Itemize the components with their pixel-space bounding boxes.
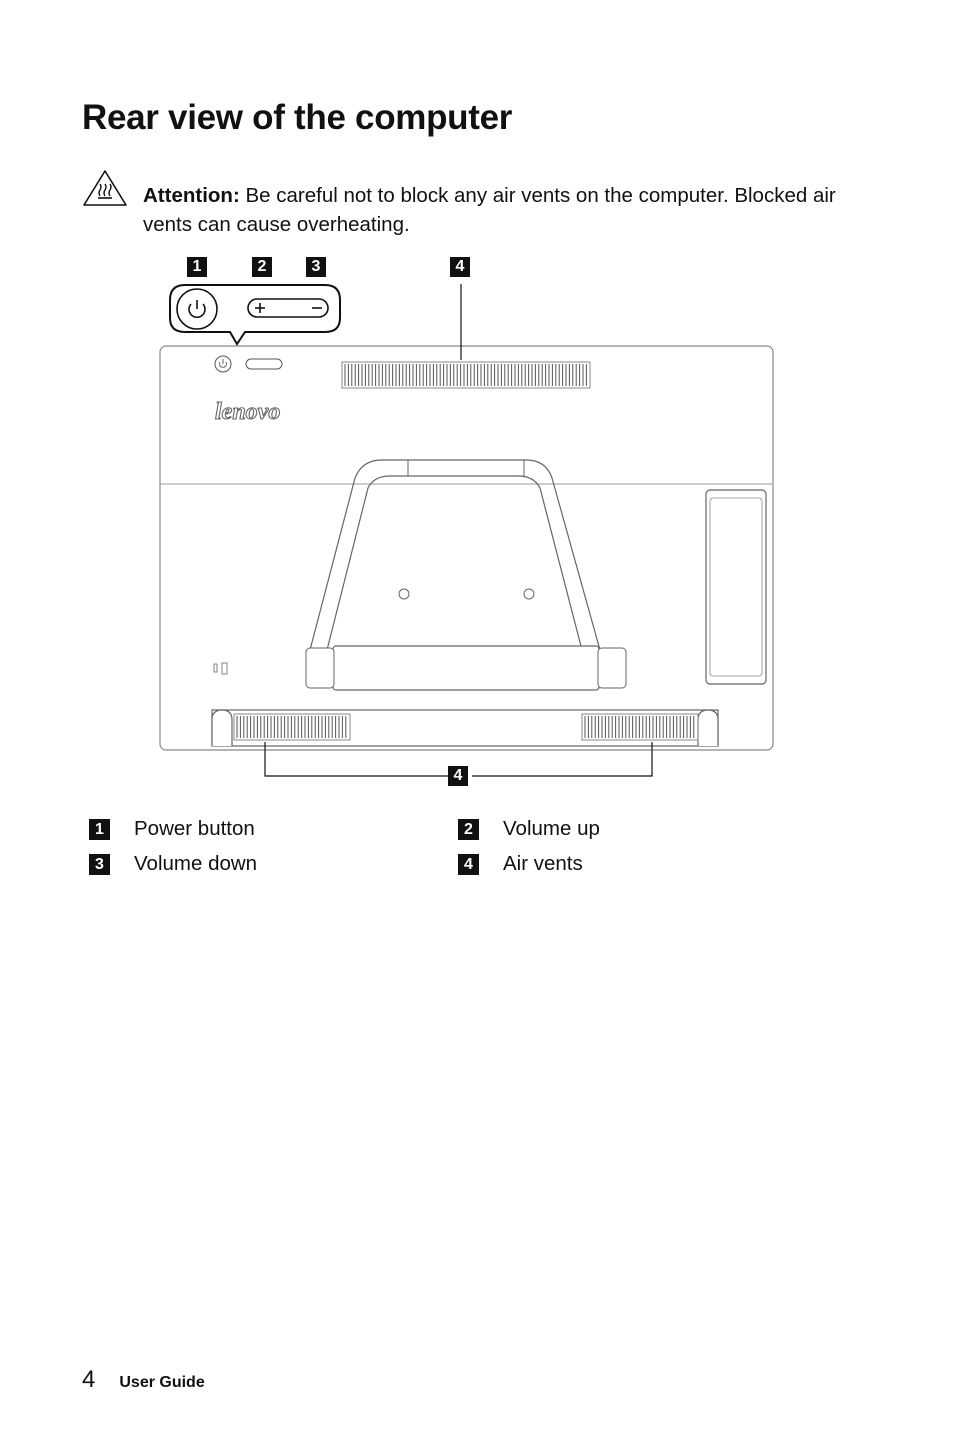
legend-number: 2 bbox=[458, 819, 479, 840]
legend-label: Power button bbox=[134, 817, 255, 840]
legend-item-air-vents bbox=[458, 849, 583, 879]
legend-number: 1 bbox=[89, 819, 110, 840]
page-title: Rear view of the computer bbox=[82, 98, 513, 137]
legend-label: Air vents bbox=[503, 852, 583, 875]
lenovo-logo: lenovo bbox=[215, 399, 281, 425]
page-footer bbox=[82, 1366, 205, 1394]
attention-note bbox=[143, 181, 873, 239]
legend-label: Volume down bbox=[134, 852, 258, 875]
legend-label: Volume up bbox=[503, 817, 600, 840]
legend-number: 3 bbox=[89, 854, 110, 875]
legend-item-volume-up bbox=[458, 814, 600, 844]
callout-2: 2 bbox=[252, 257, 272, 277]
attention-text: Be careful not to block any air vents on the computer. Blocked air vents can cause overheating. bbox=[143, 184, 836, 236]
hot-surface-warning-icon bbox=[80, 168, 130, 208]
legend-number: 4 bbox=[458, 854, 479, 875]
callout-4-top: 4 bbox=[450, 257, 470, 277]
callout-1: 1 bbox=[187, 257, 207, 277]
callout-4-bottom: 4 bbox=[448, 766, 468, 786]
page-number: 4 bbox=[82, 1366, 96, 1393]
rear-view-figure bbox=[150, 250, 790, 800]
callout-3: 3 bbox=[306, 257, 326, 277]
attention-label: Attention: bbox=[143, 184, 240, 207]
legend-item-volume-down bbox=[89, 849, 257, 879]
computer-rear-illustration bbox=[150, 250, 790, 800]
guide-title: User Guide bbox=[119, 1374, 205, 1391]
legend-item-power-button bbox=[89, 814, 255, 844]
